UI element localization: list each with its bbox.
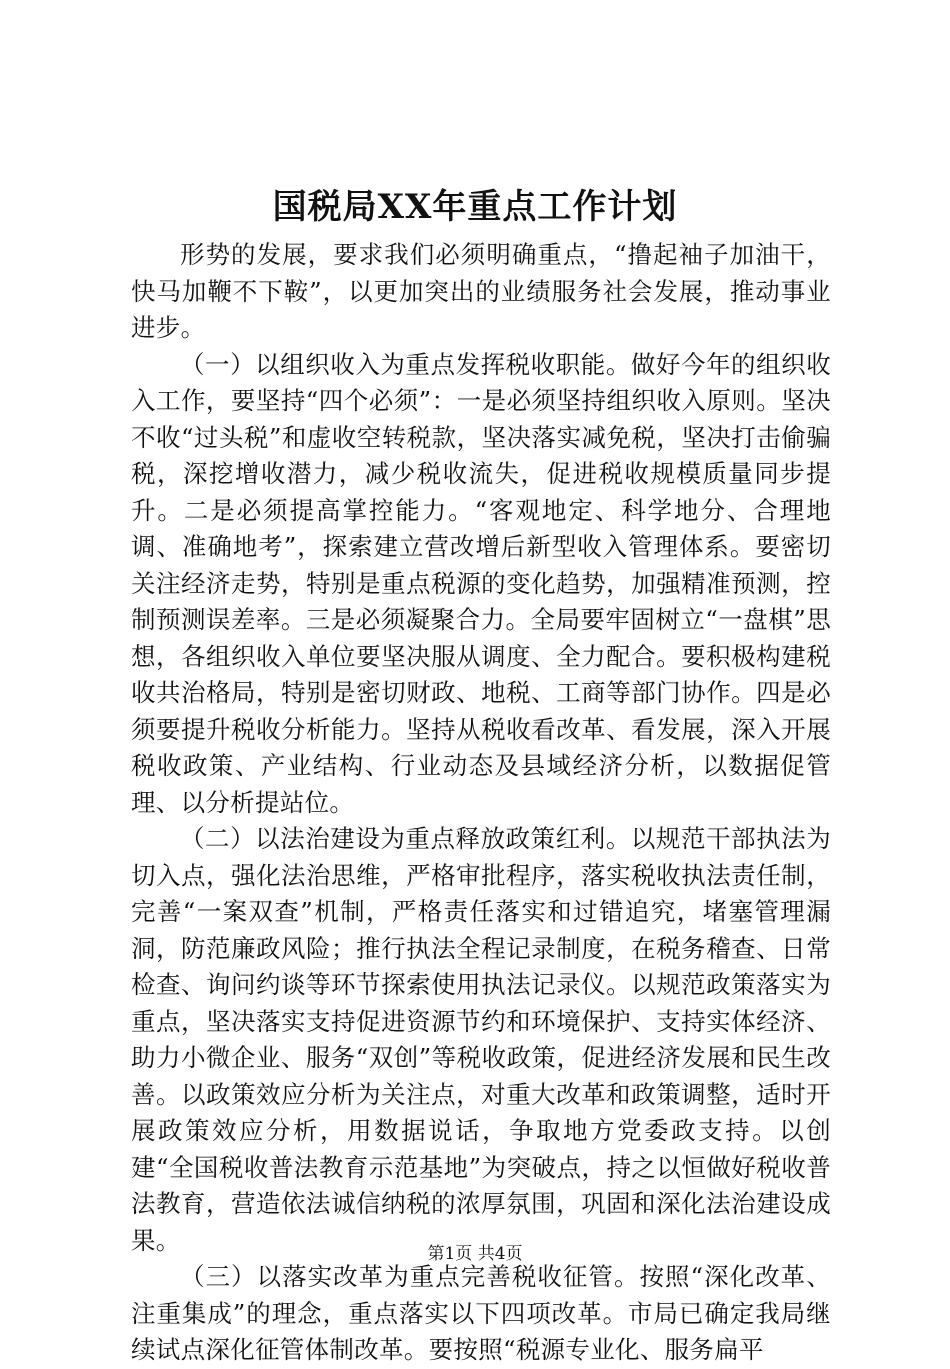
paragraph-section-1: （一）以组织收入为重点发挥税收职能。做好今年的组织收入工作，要坚持“四个必须”：一是必须坚持组织收入原则。坚决不收“过头税”和虚收空转税款，坚决落实减免税，坚决打击偷骗税，深挖增收潜力，减少税收流失，促进税收规模质量同步提升。二是必须提高掌控能力。“客观地定、科学地分、合理地调、准确地考”，探索建立营改增后新型收入管理体系。要密切关注经济走势，特别是重点税源的变化趋势，加强精准预测，控制预测误差率。三是必须凝聚合力。全局要牢固树立“一盘棋”思想，各组织收入单位要坚决服从调度、全力配合。要积极构建税收共治格局，特别是密切财政、地税、工商等部门协作。四是必须要提升税收分析能力。坚持从税收看改革、看发展，深入开展税收政策、产业结构、行业动态及县域经济分析，以数据促管理、以分析提站位。	[131, 349, 831, 817]
paragraph-section-2: （二）以法治建设为重点释放政策红利。以规范干部执法为切入点，强化法治思维，严格审批程序，落实税收执法责任制，完善“一案双查”机制，严格责任落实和过错追究，堵塞管理漏洞，防范廉政风险；推行执法全程记录制度，在税务稽查、日常检查、询问约谈等环节探索使用执法记录仪。以规范政策落实为重点，坚决落实支持促进资源节约和环境保护、支持实体经济、助力小微企业、服务“双创”等税收政策，促进经济发展和民生改善。以政策效应分析为关注点，对重大改革和政策调整，适时开展政策效应分析，用数据说话，争取地方党委政支持。以创建“全国税收普法教育示范基地”为突破点，持之以恒做好税收普法教育，营造依法诚信纳税的浓厚氛围，巩固和深化法治建设成果。	[131, 824, 831, 1255]
document-body	[131, 237, 831, 1369]
document-title: 国税局XX年重点工作计划	[272, 187, 678, 227]
page-footer: 第1页 共4页	[427, 1244, 523, 1264]
paragraph-intro: 形势的发展，要求我们必须明确重点，“撸起袖子加油干，快马加鞭不下鞍”，以更加突出的业绩服务社会发展，推动事业进步。	[131, 240, 831, 342]
paragraph-section-3: （三）以落实改革为重点完善税收征管。按照“深化改革、注重集成”的理念，重点落实以下四项改革。市局已确定我局继续试点深化征管体制改革。要按照“税源专业化、服务扁平	[131, 1262, 831, 1364]
